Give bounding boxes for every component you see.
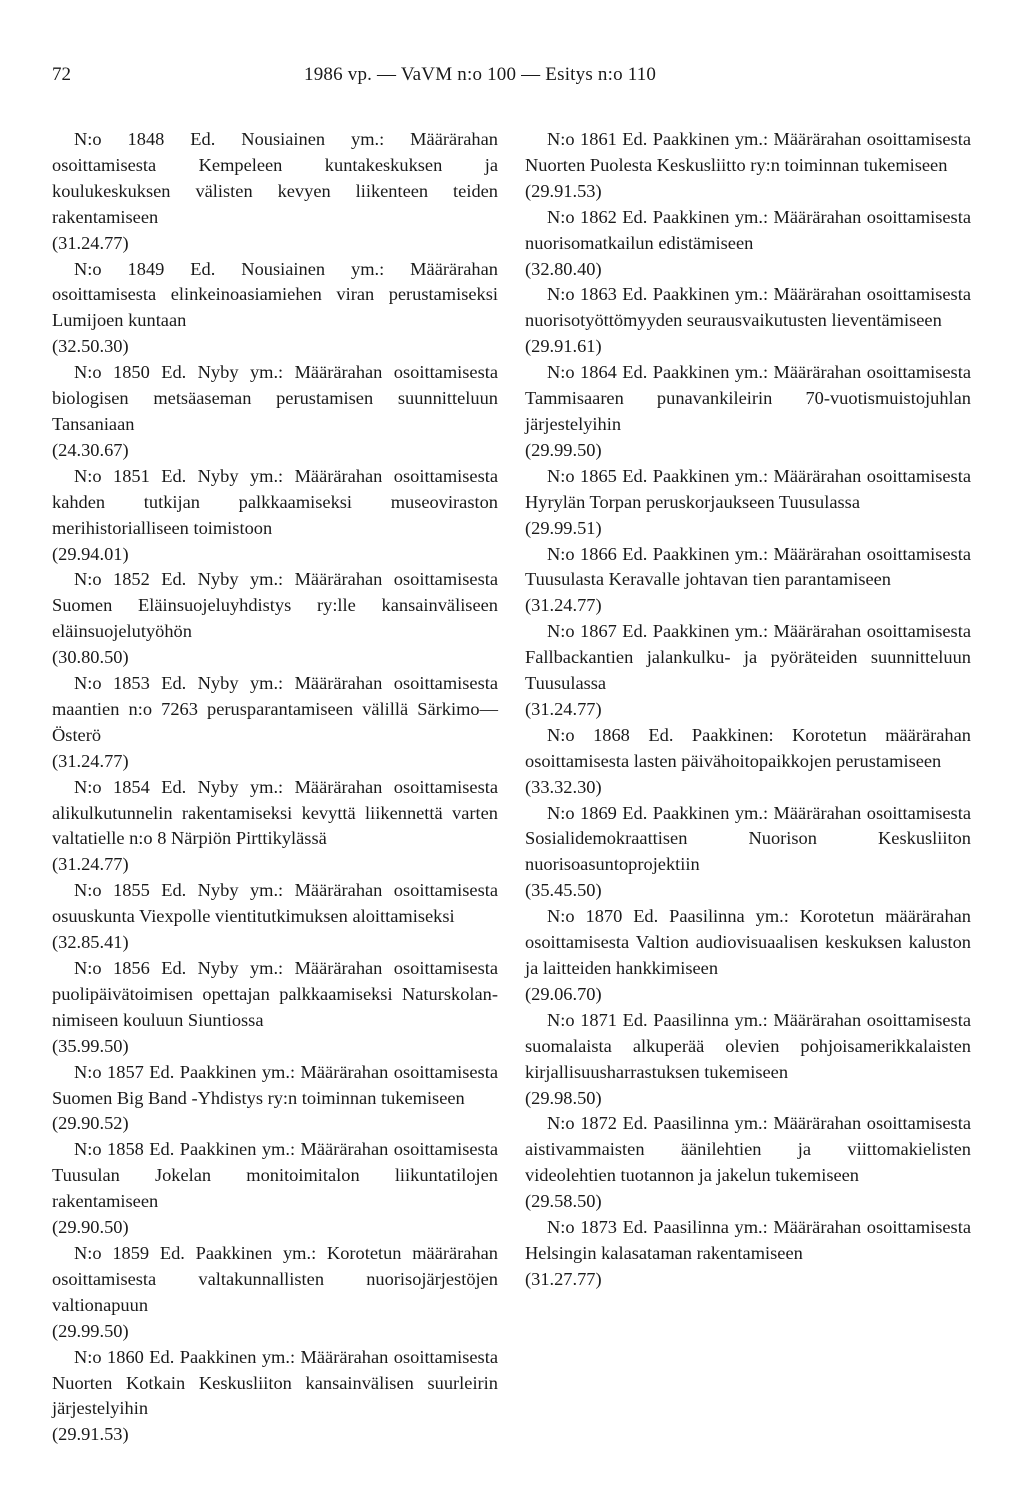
- budget-code: (29.98.50): [525, 1087, 602, 1108]
- page-header: [52, 64, 972, 94]
- right-column: [525, 127, 971, 1293]
- budget-code: (32.85.41): [52, 932, 129, 953]
- motion-text: N:o 1859 Ed. Paakkinen ym.: Korotetun määrärahan osoittamisesta valtakunnallisten nuorisojärjestöjen valtionapuun: [52, 1242, 498, 1315]
- motion-entry: [525, 1215, 971, 1293]
- motion-text: N:o 1857 Ed. Paakkinen ym.: Määrärahan osoittamisesta Suomen Big Band -Yhdistys ry:n toiminnan tukemiseen: [52, 1061, 498, 1108]
- motion-entry: [52, 1241, 498, 1345]
- motion-entry: [52, 464, 498, 568]
- motion-entry: [52, 567, 498, 671]
- budget-code: (31.24.77): [525, 595, 602, 616]
- budget-code: (29.90.50): [52, 1217, 129, 1238]
- motion-entry: [52, 1060, 498, 1138]
- motion-text: N:o 1851 Ed. Nyby ym.: Määrärahan osoittamisesta kahden tutkijan palkkaamiseksi museoviraston merihistorialliseen toimistoon: [52, 465, 498, 538]
- motion-entry: [52, 878, 498, 956]
- budget-code: (31.24.77): [52, 854, 129, 875]
- budget-code: (29.91.61): [525, 336, 602, 357]
- motion-text: N:o 1853 Ed. Nyby ym.: Määrärahan osoittamisesta maantien n:o 7263 perusparantamiseen välillä Särkimo—Österö: [52, 673, 498, 745]
- motion-entry: [525, 282, 971, 360]
- motion-text: N:o 1870 Ed. Paasilinna ym.: Korotetun määrärahan osoittamisesta Valtion audiovisuaalisen keskuksen kaluston ja laitteiden hankkimiseen: [525, 906, 971, 978]
- motion-entry: [52, 257, 498, 361]
- budget-code: (24.30.67): [52, 439, 129, 460]
- motion-text: N:o 1865 Ed. Paakkinen ym.: Määrärahan osoittamisesta Hyrylän Torpan peruskorjaukseen Tuusulassa: [525, 465, 971, 512]
- motion-entry: [525, 723, 971, 801]
- budget-code: (29.94.01): [52, 543, 129, 564]
- budget-code: (29.91.53): [525, 180, 602, 201]
- motion-text: N:o 1872 Ed. Paasilinna ym.: Määrärahan osoittamisesta aistivammaisten äänilehtien ja viittomakielisten videolehtien tuotannon ja jakelun tukemiseen: [525, 1113, 971, 1186]
- motion-text: N:o 1869 Ed. Paakkinen ym.: Määrärahan osoittamisesta Sosialidemokraattisen Nuorison Keskusliiton nuorisoasuntoprojektiin: [525, 802, 971, 875]
- motion-text: N:o 1848 Ed. Nousiainen ym.: Määrärahan osoittamisesta Kempeleen kuntakeskuksen ja koulukeskuksen välisten kevyen liikenteen teiden rakentamiseen: [52, 129, 498, 227]
- budget-code: (31.24.77): [52, 750, 129, 771]
- motion-text: N:o 1849 Ed. Nousiainen ym.: Määrärahan osoittamisesta elinkeinoasiamiehen viran perustamiseksi Lumijoen kuntaan: [52, 258, 498, 331]
- motion-entry: [52, 1137, 498, 1241]
- left-column: [52, 127, 498, 1448]
- motion-text: N:o 1871 Ed. Paasilinna ym.: Määrärahan osoittamisesta suomalaista alkuperää olevien pohjoisamerikkalaisten kirjallisuusharrastuksen tukemiseen: [525, 1009, 971, 1082]
- motion-text: N:o 1863 Ed. Paakkinen ym.: Määrärahan osoittamisesta nuorisotyöttömyyden seurausvaikutusten lieventämiseen: [525, 284, 971, 331]
- motion-text: N:o 1852 Ed. Nyby ym.: Määrärahan osoittamisesta Suomen Eläinsuojeluyhdistys ry:lle kansainväliseen eläinsuojelutyöhön: [52, 569, 498, 642]
- budget-code: (35.45.50): [525, 880, 602, 901]
- motion-text: N:o 1868 Ed. Paakkinen: Korotetun määrärahan osoittamisesta lasten päivähoitopaikkojen perustamiseen: [525, 724, 971, 771]
- motion-text: N:o 1866 Ed. Paakkinen ym.: Määrärahan osoittamisesta Tuusulasta Keravalle johtavan tien parantamiseen: [525, 543, 971, 590]
- budget-code: (30.80.50): [52, 647, 129, 668]
- page-number: 72: [52, 64, 71, 85]
- motion-entry: [525, 464, 971, 542]
- motion-entry: [52, 671, 498, 775]
- motion-text: N:o 1861 Ed. Paakkinen ym.: Määrärahan osoittamisesta Nuorten Puolesta Keskusliitto ry:n toiminnan tukemiseen: [525, 129, 971, 175]
- budget-code: (31.27.77): [525, 1268, 602, 1289]
- budget-code: (35.99.50): [52, 1035, 129, 1056]
- motion-entry: [525, 1008, 971, 1112]
- motion-entry: [52, 1345, 498, 1449]
- motion-text: N:o 1858 Ed. Paakkinen ym.: Määrärahan osoittamisesta Tuusulan Jokelan monitoimitalon liikuntatilojen rakentamiseen: [52, 1139, 498, 1212]
- budget-code: (32.80.40): [525, 258, 602, 279]
- budget-code: (31.24.77): [52, 232, 129, 253]
- budget-code: (31.24.77): [525, 698, 602, 719]
- motion-text: N:o 1860 Ed. Paakkinen ym.: Määrärahan osoittamisesta Nuorten Kotkain Keskusliiton kansainvälisen suurleirin järjestelyihin: [52, 1346, 498, 1419]
- motion-entry: [525, 1111, 971, 1215]
- motion-text: N:o 1855 Ed. Nyby ym.: Määrärahan osoittamisesta osuuskunta Viexpolle vientitutkimuksen aloittamiseksi: [52, 880, 498, 927]
- motion-entry: [52, 360, 498, 464]
- motion-text: N:o 1864 Ed. Paakkinen ym.: Määrärahan osoittamisesta Tammisaaren punavankileirin 70-vuotismuistojuhlan järjestelyihin: [525, 362, 971, 434]
- motion-entry: [52, 127, 498, 257]
- budget-code: (32.50.30): [52, 336, 129, 357]
- motion-entry: [525, 904, 971, 1008]
- motion-text: N:o 1850 Ed. Nyby ym.: Määrärahan osoittamisesta biologisen metsäaseman perustamisen suunnitteluun Tansaniaan: [52, 362, 498, 434]
- motion-text: N:o 1867 Ed. Paakkinen ym.: Määrärahan osoittamisesta Fallbackantien jalankulku- ja pyöräteiden suunnitteluun Tuusulassa: [525, 621, 971, 694]
- motion-text: N:o 1854 Ed. Nyby ym.: Määrärahan osoittamisesta alikulkutunnelin rakentamiseksi kevyttä liikennettä varten valtatielle n:o 8 Närpiön Pirttikylässä: [52, 776, 498, 849]
- budget-code: (29.90.52): [52, 1113, 129, 1134]
- budget-code: (29.99.50): [52, 1320, 129, 1341]
- motion-entry: [525, 801, 971, 905]
- budget-code: (29.06.70): [525, 983, 602, 1004]
- motion-entry: [525, 205, 971, 283]
- budget-code: (29.99.51): [525, 517, 602, 538]
- budget-code: (29.99.50): [525, 439, 602, 460]
- motion-text: N:o 1873 Ed. Paasilinna ym.: Määrärahan osoittamisesta Helsingin kalasataman rakentamiseen: [525, 1217, 971, 1263]
- running-title: 1986 vp. — VaVM n:o 100 — Esitys n:o 110: [304, 64, 657, 85]
- motion-entry: [525, 127, 971, 205]
- motion-entry: [525, 542, 971, 620]
- motion-text: N:o 1862 Ed. Paakkinen ym.: Määrärahan osoittamisesta nuorisomatkailun edistämiseen: [525, 206, 971, 253]
- budget-code: (29.91.53): [52, 1424, 129, 1445]
- motion-entry: [52, 956, 498, 1060]
- motion-entry: [525, 619, 971, 723]
- motion-entry: [52, 775, 498, 879]
- budget-code: (29.58.50): [525, 1191, 602, 1212]
- motion-text: N:o 1856 Ed. Nyby ym.: Määrärahan osoittamisesta puolipäivätoimisen opettajan palkkaamiseksi Naturskolan-nimiseen kouluun Siuntiossa: [52, 958, 498, 1030]
- budget-code: (33.32.30): [525, 776, 602, 797]
- motion-entry: [525, 360, 971, 464]
